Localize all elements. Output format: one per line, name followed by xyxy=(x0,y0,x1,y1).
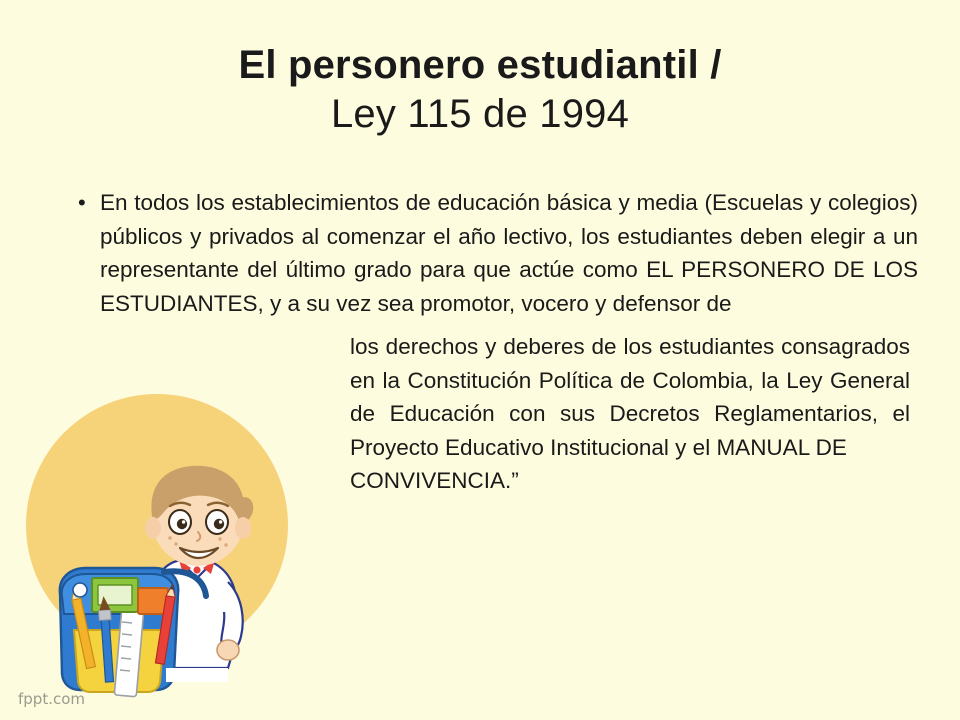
paragraph-second xyxy=(350,330,910,498)
bullet-point-icon: • xyxy=(78,190,86,215)
bullet-item xyxy=(78,186,918,320)
paragraph-second-text: los derechos y deberes de los estudiantes consagrados en la Constitución Política de Colombia, la Ley General de Educación con sus Decretos Reglamentarios, el Proyecto Educativo Institucional y el MANUAL DE xyxy=(350,334,910,460)
paragraph-second-lastline: CONVIVENCIA.” xyxy=(350,468,519,493)
page-title xyxy=(40,42,920,139)
title-line-2: Ley 115 de 1994 xyxy=(330,92,630,137)
paragraph-first: En todos los establecimientos de educación básica y media (Escuelas y colegios) públicos y privados al comenzar el año lectivo, los estudiantes deben elegir a un representante del último grado para que actúe como EL PERSONERO DE LOS ESTUDIANTES, y a su vez sea promotor, vocero y defensor de xyxy=(100,190,918,316)
boy-with-backpack-illustration xyxy=(14,382,324,702)
illustration-svg xyxy=(14,382,324,702)
fppt-logo: fppt.com xyxy=(18,690,86,708)
title-line-1: El personero estudiantil / xyxy=(238,43,722,87)
